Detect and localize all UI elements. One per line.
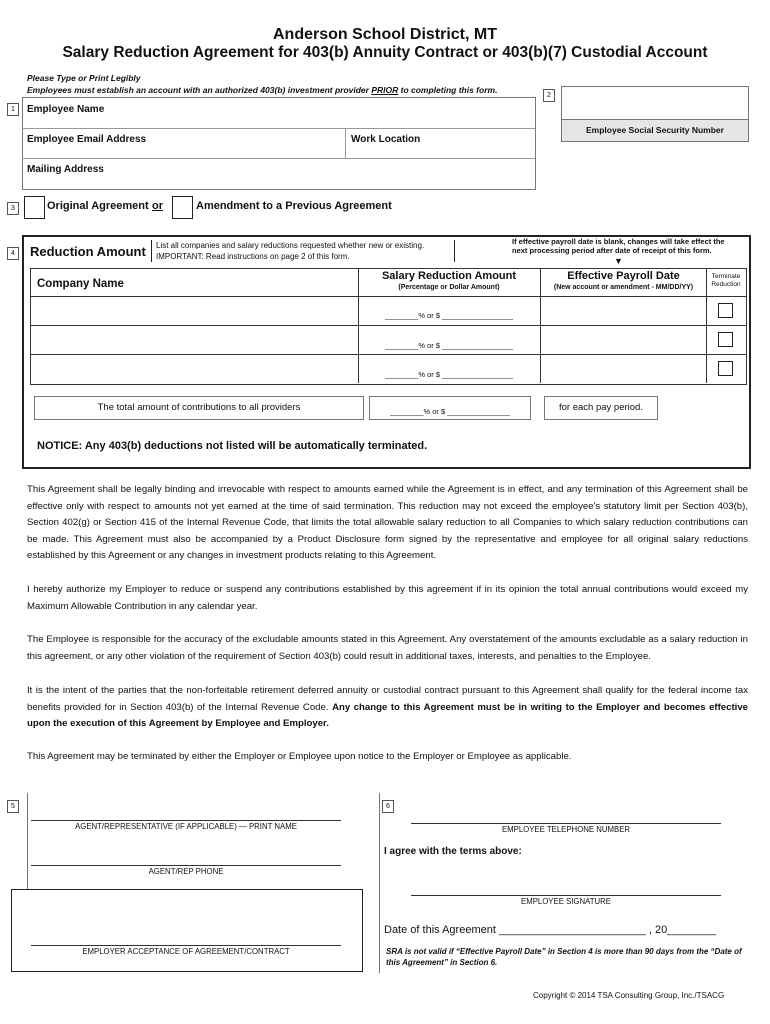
paragraph-intent: It is the intent of the parties that the non-forfeitable retirement deferred annuity or custodial contract pursuant to this Agreement shall qualify for the federal income tax benefits provided for in Section 403(b) of the Internal Revenue Code. Any change to this Agreement must be in writing to the Employer and becomes effective upon the execution of this Agreement by Employee and Employer. xyxy=(27,685,748,729)
section-2-number: 2 xyxy=(543,89,555,102)
employee-email-field[interactable]: Employee Email Address xyxy=(27,134,147,145)
paragraph-authorize: I hereby authorize my Employer to reduce or suspend any contributions established by this agreement if in its opinion the total annual contributions would exceed my Maximum Allowable Contribution in any calendar year. xyxy=(27,584,748,612)
employer-acceptance-line[interactable] xyxy=(31,944,341,946)
section-6-rule xyxy=(379,793,380,973)
terminate-checkbox-3[interactable] xyxy=(718,361,733,376)
sra-validity-note: SRA is not valid if “Effective Payroll Date” in Section 4 is more than 90 days from the “Date of this Agreement” in Section 6. xyxy=(386,947,742,967)
list-note-2: IMPORTANT: Read instructions on page 2 of this form. xyxy=(156,252,350,261)
salary-amount-1[interactable]: ________% or $ _________________ xyxy=(384,311,514,320)
notice-text: NOTICE: Any 403(b) deductions not listed will be automatically terminated. xyxy=(37,440,428,452)
date-of-agreement-field[interactable]: Date of this Agreement ________________________ , 20________ xyxy=(384,924,717,936)
section-4-number: 4 xyxy=(7,247,19,260)
payroll-date-input-2[interactable] xyxy=(541,326,705,353)
form-title: Salary Reduction Agreement for 403(b) Annuity Contract or 403(b)(7) Custodial Account xyxy=(62,44,708,61)
down-arrow-icon: ▼ xyxy=(614,256,623,266)
employer-acceptance-label: EMPLOYER ACCEPTANCE OF AGREEMENT/CONTRACT xyxy=(82,947,290,956)
employee-name-field[interactable]: Employee Name xyxy=(27,104,105,115)
employer-acceptance-box xyxy=(11,889,363,972)
list-note-1: List all companies and salary reductions requested whether new or existing. xyxy=(156,241,425,250)
mailing-address-field[interactable]: Mailing Address xyxy=(27,164,104,175)
payroll-date-input-1[interactable] xyxy=(541,297,705,324)
agent-phone-label: AGENT/REP PHONE xyxy=(148,867,224,876)
company-name-input-2[interactable] xyxy=(31,326,357,353)
district-title: Anderson School District, MT xyxy=(272,26,497,43)
section-1-number: 1 xyxy=(7,103,19,116)
col-salary-sub: (Percentage or Dollar Amount) xyxy=(398,284,500,291)
col-payroll-date: Effective Payroll Date xyxy=(567,270,680,282)
total-amount-field[interactable]: ________% or $ _______________ xyxy=(369,396,531,420)
agree-terms-label: I agree with the terms above: xyxy=(384,846,522,857)
paragraph-binding: This Agreement shall be legally binding and irrevocable with respect to amounts earned while the Agreement is in effect, and any termination of this Agreement shall be effective only with respect to amounts not yet earned at the time of said termination. This reduction may not exceed the employee's statutory limit per Section 403(b), Section 402(g) or Section 415 of the Internal Revenue Code, that limits the total allowable salary reduction to all Companies to which salary reduction contributions can be made. This Agreement must also be accompanied by a Product Disclosure form signed by the representative and employee for all original salary reductions established by this Agreement or any changes in investment products relating to this Agreement. xyxy=(27,484,748,561)
company-name-input-1[interactable] xyxy=(31,297,357,324)
amendment-checkbox[interactable] xyxy=(172,196,193,219)
reduction-amount-title: Reduction Amount xyxy=(30,244,146,259)
amendment-label: Amendment to a Previous Agreement xyxy=(196,200,392,212)
payroll-date-input-3[interactable] xyxy=(541,355,705,382)
each-pay-period-label: for each pay period. xyxy=(544,396,658,420)
copyright: Copyright © 2014 TSA Consulting Group, Inc./TSACG xyxy=(533,991,725,1000)
payroll-note: If effective payroll date is blank, changes will take effect the next processing period after date of receipt of this form. xyxy=(512,237,725,255)
salary-amount-2[interactable]: ________% or $ _________________ xyxy=(384,341,514,350)
divider xyxy=(22,128,535,129)
divider xyxy=(22,158,535,159)
terminate-checkbox-2[interactable] xyxy=(718,332,733,347)
section-3-number: 3 xyxy=(7,202,19,215)
company-name-input-3[interactable] xyxy=(31,355,357,382)
paragraph-termination: This Agreement may be terminated by either the Employer or Employee upon notice to the Employer or Employee as applicable. xyxy=(27,751,572,762)
employee-phone-line[interactable] xyxy=(411,822,721,824)
paragraph-responsibility: The Employee is responsible for the accuracy of the excludable amounts stated in this Agreement. Any overstatement of the amounts excludable as a salary reduction in this agreement, or any other violation of the requirement of Section 403(b) could result in additional taxes, interests, and penalties to the Employee. xyxy=(27,634,748,662)
print-legibly-note: Please Type or Print Legibly xyxy=(27,73,141,83)
total-contributions-label: The total amount of contributions to all providers xyxy=(34,396,364,420)
salary-amount-3[interactable]: ________% or $ _________________ xyxy=(384,370,514,379)
divider xyxy=(345,129,346,158)
prior-account-note: Employees must establish an account with an authorized 403(b) investment provider PRIOR to completing this form. xyxy=(27,85,498,95)
employee-phone-label: EMPLOYEE TELEPHONE NUMBER xyxy=(501,825,631,834)
original-agreement-checkbox[interactable] xyxy=(24,196,45,219)
work-location-field[interactable]: Work Location xyxy=(351,134,421,145)
ssn-field[interactable] xyxy=(561,86,749,120)
ssn-label: Employee Social Security Number xyxy=(561,119,749,142)
original-agreement-label: Original Agreement xyxy=(47,200,149,212)
col-payroll-sub: (New account or amendment - MM/DD/YY) xyxy=(553,284,694,291)
section-5-number: 5 xyxy=(7,800,19,813)
col-terminate-2: Reduction xyxy=(711,281,741,288)
or-label: or xyxy=(152,200,163,212)
col-terminate-1: Terminate xyxy=(711,273,741,280)
terminate-checkbox-1[interactable] xyxy=(718,303,733,318)
col-company-name: Company Name xyxy=(37,278,124,290)
section-5-rule xyxy=(27,793,28,889)
section-6-number: 6 xyxy=(382,800,394,813)
employee-signature-label: EMPLOYEE SIGNATURE xyxy=(521,897,611,906)
col-salary-reduction: Salary Reduction Amount xyxy=(381,270,517,282)
agent-phone-line[interactable] xyxy=(31,864,341,866)
employee-signature-line[interactable] xyxy=(411,894,721,896)
agent-name-label: AGENT/REPRESENTATIVE (IF APPLICABLE) — PRINT NAME xyxy=(75,822,297,831)
agent-name-line[interactable] xyxy=(31,819,341,821)
